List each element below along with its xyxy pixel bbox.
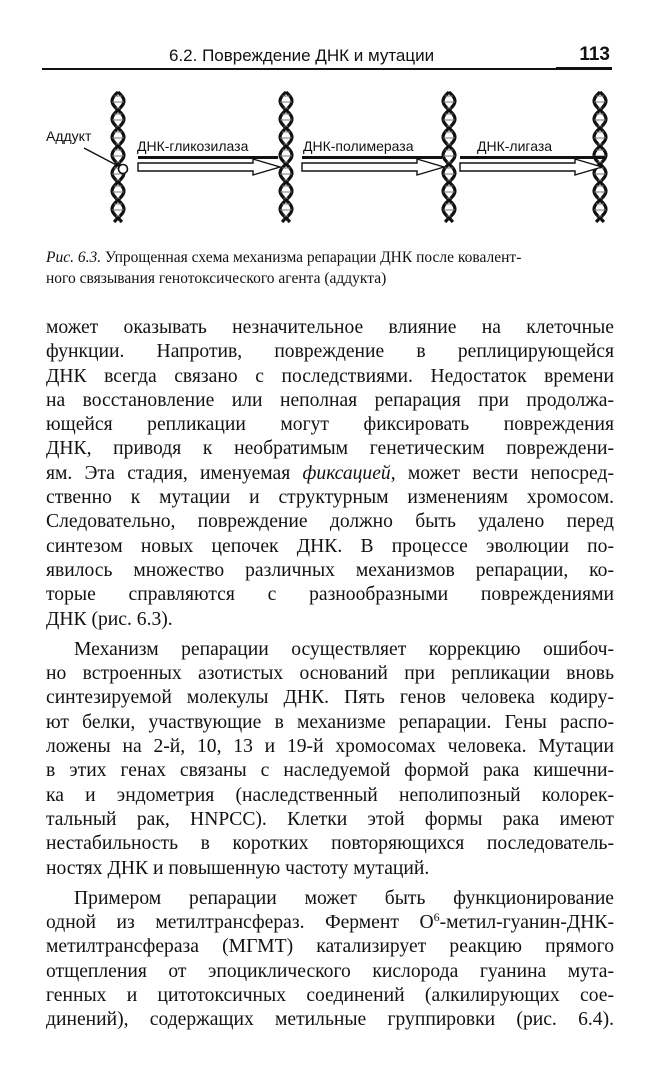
text-line: ностях ДНК и повышенную частоту мутаций. bbox=[46, 857, 430, 879]
text-line: ДНК, приводя к необратимым генетическим повреждени- bbox=[46, 438, 614, 460]
text-run: ям. Эта стадия, именуемая bbox=[46, 462, 303, 484]
ligase-arrow bbox=[460, 159, 602, 175]
dna-helix bbox=[280, 92, 292, 222]
text-line: тальный рак, HNPCC). Клетки этой формы рака имеют bbox=[46, 808, 614, 830]
text-line: Примером репарации может быть функционирование bbox=[74, 887, 614, 909]
text-line: ют белки, участвующие в механизме репарации. Гены распо- bbox=[46, 711, 614, 733]
page-number: 113 bbox=[579, 44, 610, 65]
text-line: но встроенных азотистых оснований при репликации вновь bbox=[46, 663, 614, 685]
text-line bbox=[46, 911, 614, 935]
dna-helix bbox=[112, 92, 124, 222]
dna-helix bbox=[443, 92, 455, 222]
body-text bbox=[46, 316, 614, 1039]
text-line: в этих генах связаны с наследуемой формой рака кишечни- bbox=[46, 760, 614, 782]
page-header bbox=[42, 44, 612, 70]
caption-line: Упрощенная схема механизма репарации ДНК после ковалент- bbox=[104, 249, 522, 266]
text-line: отщепления от эпоциклического кислорода гуанина мута- bbox=[46, 960, 614, 982]
paragraph-1 bbox=[46, 316, 614, 632]
text-line: синтезом новых цепочек ДНК. В процессе эволюции по- bbox=[46, 535, 614, 557]
superscript: 6 bbox=[433, 910, 440, 925]
text-line: функции. Напротив, повреждение в реплицирующейся bbox=[46, 341, 614, 363]
text-line: синтезируемой молекулы ДНК. Пять генов человека кодиру- bbox=[46, 687, 614, 709]
text-line: ющейся репликации могут фиксировать повреждения bbox=[46, 414, 614, 436]
text-run: одной из метилтрансфераз. Фермент O bbox=[46, 912, 434, 934]
text-line: ка и эндометрия (наследственный неполипозный колорек- bbox=[46, 784, 614, 806]
adduct-label: Аддукт bbox=[46, 128, 92, 144]
glycosylase-underline bbox=[138, 156, 278, 159]
text-line bbox=[46, 462, 614, 486]
polymerase-label: ДНК-полимераза bbox=[303, 138, 414, 154]
text-line: генных и цитотоксичных соединений (алкилирующих сое- bbox=[46, 985, 614, 1007]
text-line: ДНК (рис. 6.3). bbox=[46, 608, 173, 630]
header-rule bbox=[42, 68, 612, 70]
text-line: явилось множество различных механизмов репарации, ко- bbox=[46, 559, 614, 581]
dna-repair-diagram bbox=[40, 90, 615, 230]
polymerase-underline bbox=[302, 156, 442, 159]
page-number-rule bbox=[556, 67, 612, 70]
adduct-pointer-line bbox=[84, 148, 122, 168]
paragraph-3 bbox=[46, 887, 614, 1033]
glycosylase-arrow bbox=[138, 159, 280, 175]
text-run: -метил-гуанин-ДНК- bbox=[439, 912, 614, 934]
text-line: ДНК всегда связано с последствиями. Недостаток времени bbox=[46, 365, 614, 387]
glycosylase-label: ДНК-гликозилаза bbox=[137, 138, 249, 154]
text-line: торые справляются с разнообразными повреждениями bbox=[46, 584, 614, 606]
caption-line: ного связывания генотоксического агента (аддукта) bbox=[46, 270, 387, 287]
text-line: метилтрансфераза (МГМТ) катализирует реакцию прямого bbox=[46, 936, 614, 958]
running-title: 6.2. Повреждение ДНК и мутации bbox=[169, 46, 435, 65]
figure-caption bbox=[46, 247, 616, 289]
polymerase-arrow bbox=[302, 159, 444, 175]
text-line: динений), содержащих метильные группировки (рис. 6.4). bbox=[46, 1009, 614, 1031]
text-line: может оказывать незначительное влияние на клеточные bbox=[46, 317, 614, 338]
adduct-marker bbox=[119, 165, 128, 174]
text-line: нестабильность в коротких повторяющихся последователь- bbox=[46, 833, 614, 855]
text-run: может вести непосред- bbox=[395, 462, 614, 484]
text-line: Следовательно, повреждение должно быть удалено перед bbox=[46, 511, 614, 533]
ligase-label: ДНК-лигаза bbox=[477, 138, 553, 154]
dna-repair-figure bbox=[40, 90, 615, 230]
ligase-underline bbox=[460, 156, 605, 159]
caption-number: Рис. 6.3. bbox=[46, 249, 102, 266]
text-line: ственно к мутации и структурным изменениям хромосом. bbox=[46, 487, 614, 509]
text-line: ложены на 2-й, 10, 13 и 19-й хромосомах человека. Мутации bbox=[46, 736, 614, 758]
text-line: на восстановление или неполная репарация при продолжа- bbox=[46, 389, 614, 411]
paragraph-2 bbox=[46, 638, 614, 881]
text-line: Механизм репарации осуществляет коррекцию ошибоч- bbox=[74, 638, 614, 660]
italic-term: фиксацией, bbox=[302, 462, 396, 484]
